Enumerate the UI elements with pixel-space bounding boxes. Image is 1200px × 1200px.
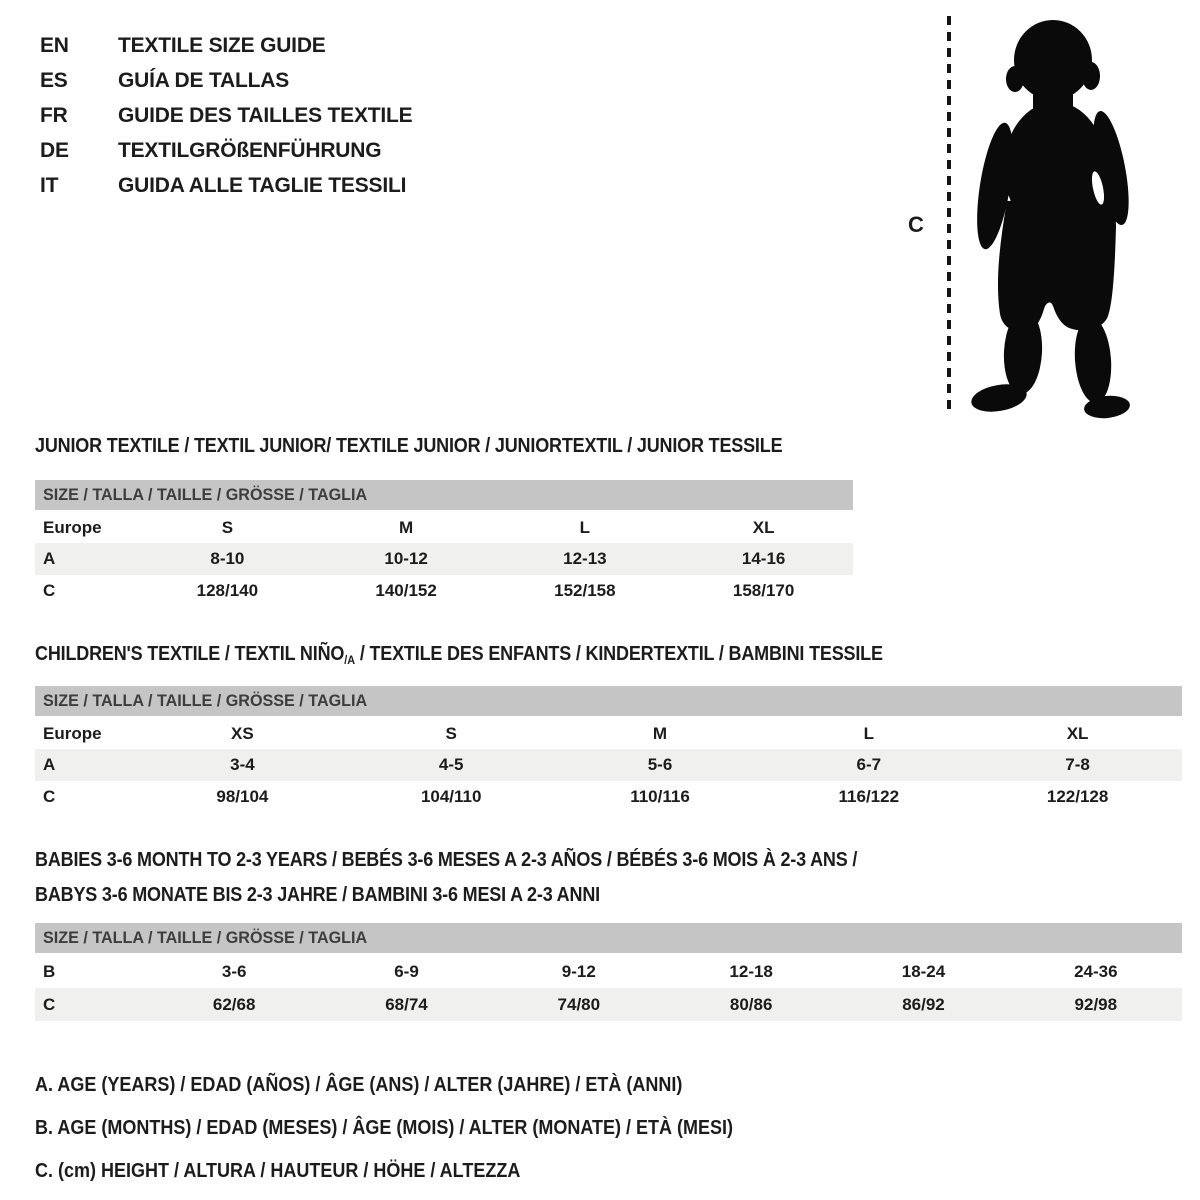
children-age-row bbox=[35, 749, 1182, 781]
children-europe-row bbox=[35, 719, 1182, 749]
height-measure-dashed-line bbox=[947, 16, 951, 416]
lang-row-de bbox=[40, 133, 412, 168]
height-cell: 98/104 bbox=[216, 787, 269, 806]
lang-title: TEXTILE SIZE GUIDE bbox=[118, 33, 326, 57]
size-cell: S bbox=[445, 724, 457, 743]
children-section-title bbox=[35, 643, 977, 666]
babies-title-line1-text: BABIES 3-6 MONTH TO 2-3 YEARS / BEBÉS 3-6 MESES A 2-3 AÑOS / BÉBÉS 3-6 MOIS À 2-3 ANS / bbox=[35, 849, 858, 871]
size-header-bar bbox=[35, 480, 853, 510]
lang-title: TEXTILGRÖßENFÜHRUNG bbox=[118, 138, 382, 162]
height-cell: 110/116 bbox=[630, 787, 690, 806]
junior-section-title-text: JUNIOR TEXTILE / TEXTIL JUNIOR/ TEXTILE JUNIOR / JUNIORTEXTIL / JUNIOR TESSILE bbox=[35, 435, 783, 457]
toddler-silhouette-icon bbox=[965, 16, 1135, 420]
language-title-list bbox=[40, 28, 412, 203]
height-cell: 74/80 bbox=[557, 994, 601, 1014]
age-cell: 7-8 bbox=[1065, 755, 1090, 774]
lang-code: IT bbox=[40, 173, 59, 197]
size-cell: L bbox=[863, 724, 874, 743]
height-cell: 140/152 bbox=[375, 581, 437, 600]
height-cell: 104/110 bbox=[420, 787, 482, 806]
legend-line-a bbox=[35, 1064, 811, 1107]
age-cell: 5-6 bbox=[647, 755, 673, 774]
size-cell: M bbox=[399, 518, 414, 537]
height-cell: 86/92 bbox=[902, 994, 945, 1014]
age-cell: 4-5 bbox=[438, 755, 464, 774]
row-label: Europe bbox=[43, 724, 102, 743]
legend-line-b-text: B. AGE (MONTHS) / EDAD (MESES) / ÂGE (MOIS) / ALTER (MONATE) / ETÀ (MESI) bbox=[35, 1117, 733, 1139]
size-header-label: SIZE / TALLA / TAILLE / GRÖSSE / TAGLIA bbox=[43, 928, 368, 947]
children-title-post: / TEXTILE DES ENFANTS / KINDERTEXTIL / BAMBINI TESSILE bbox=[355, 643, 883, 665]
height-cell: 68/74 bbox=[385, 994, 428, 1014]
size-header-label: SIZE / TALLA / TAILLE / GRÖSSE / TAGLIA bbox=[43, 691, 368, 710]
height-cell: 80/86 bbox=[729, 994, 773, 1014]
row-label: Europe bbox=[43, 518, 102, 537]
height-cell: 116/122 bbox=[838, 787, 900, 806]
children-height-row bbox=[35, 781, 1182, 813]
size-header-bar bbox=[35, 923, 1182, 953]
junior-section-title bbox=[35, 435, 865, 458]
height-cell: 128/140 bbox=[196, 581, 259, 600]
lang-code: ES bbox=[40, 68, 68, 92]
row-label: A bbox=[43, 549, 56, 568]
height-cell: 152/158 bbox=[554, 581, 616, 600]
row-label: A bbox=[43, 755, 56, 774]
size-cell: XL bbox=[752, 518, 775, 537]
size-cell: L bbox=[579, 518, 591, 537]
age-cell: 14-16 bbox=[741, 549, 786, 568]
row-label: C bbox=[43, 994, 56, 1014]
row-label: C bbox=[43, 581, 56, 600]
lang-title: GUÍA DE TALLAS bbox=[118, 68, 290, 92]
size-cell: XL bbox=[1066, 724, 1089, 743]
measurement-legend bbox=[35, 1064, 811, 1193]
babies-size-table bbox=[35, 923, 1182, 1021]
height-cell: 62/68 bbox=[212, 994, 256, 1014]
size-header-bar bbox=[35, 686, 1182, 716]
junior-age-row bbox=[35, 543, 853, 575]
months-cell: 18-24 bbox=[901, 962, 946, 981]
lang-row-it bbox=[40, 168, 412, 203]
junior-size-table bbox=[35, 480, 853, 607]
size-cell: XS bbox=[231, 724, 254, 743]
age-cell: 8-10 bbox=[210, 549, 245, 568]
height-cell: 92/98 bbox=[1074, 994, 1118, 1014]
babies-height-row bbox=[35, 988, 1182, 1021]
lang-row-fr bbox=[40, 98, 412, 133]
size-cell: M bbox=[652, 724, 668, 743]
lang-title: GUIDA ALLE TAGLIE TESSILI bbox=[118, 173, 407, 197]
lang-row-en bbox=[40, 28, 412, 63]
junior-europe-row bbox=[35, 513, 853, 543]
age-cell: 3-4 bbox=[230, 755, 255, 774]
legend-line-a-text: A. AGE (YEARS) / EDAD (AÑOS) / ÂGE (ANS) / ALTER (JAHRE) / ETÀ (ANNI) bbox=[35, 1074, 683, 1096]
age-cell: 6-7 bbox=[856, 755, 882, 774]
babies-section-title-line1 bbox=[35, 849, 949, 872]
lang-code: FR bbox=[40, 103, 68, 127]
lang-code: DE bbox=[40, 138, 69, 162]
babies-title-line2-text: BABYS 3-6 MONATE BIS 2-3 JAHRE / BAMBINI 3-6 MESI A 2-3 ANNI bbox=[35, 884, 600, 906]
children-title-subscript: /A bbox=[344, 653, 356, 667]
size-header-label: SIZE / TALLA / TAILLE / GRÖSSE / TAGLIA bbox=[43, 485, 368, 504]
row-label: C bbox=[43, 787, 56, 806]
row-label: B bbox=[43, 962, 56, 981]
age-cell: 10-12 bbox=[384, 549, 428, 568]
legend-line-c-text: C. (cm) HEIGHT / ALTURA / HAUTEUR / HÖHE / ALTEZZA bbox=[35, 1160, 521, 1182]
babies-section-title-line2 bbox=[35, 884, 663, 907]
legend-line-c bbox=[35, 1150, 811, 1193]
legend-line-b bbox=[35, 1107, 811, 1150]
height-measure-label: C bbox=[908, 212, 924, 237]
children-title-pre: CHILDREN'S TEXTILE / TEXTIL NIÑO bbox=[35, 643, 345, 665]
lang-title: GUIDE DES TAILLES TEXTILE bbox=[118, 103, 413, 127]
months-cell: 12-18 bbox=[729, 962, 773, 981]
height-cell: 158/170 bbox=[732, 581, 795, 600]
age-cell: 12-13 bbox=[563, 549, 607, 568]
months-cell: 3-6 bbox=[221, 962, 247, 981]
babies-months-row bbox=[35, 956, 1182, 988]
height-cell: 122/128 bbox=[1046, 787, 1109, 806]
size-cell: S bbox=[221, 518, 234, 537]
junior-height-row bbox=[35, 575, 853, 607]
lang-row-es bbox=[40, 63, 412, 98]
months-cell: 9-12 bbox=[561, 962, 596, 981]
lang-code: EN bbox=[40, 33, 69, 57]
children-size-table bbox=[35, 686, 1182, 813]
months-cell: 24-36 bbox=[1074, 962, 1118, 981]
months-cell: 6-9 bbox=[394, 962, 419, 981]
